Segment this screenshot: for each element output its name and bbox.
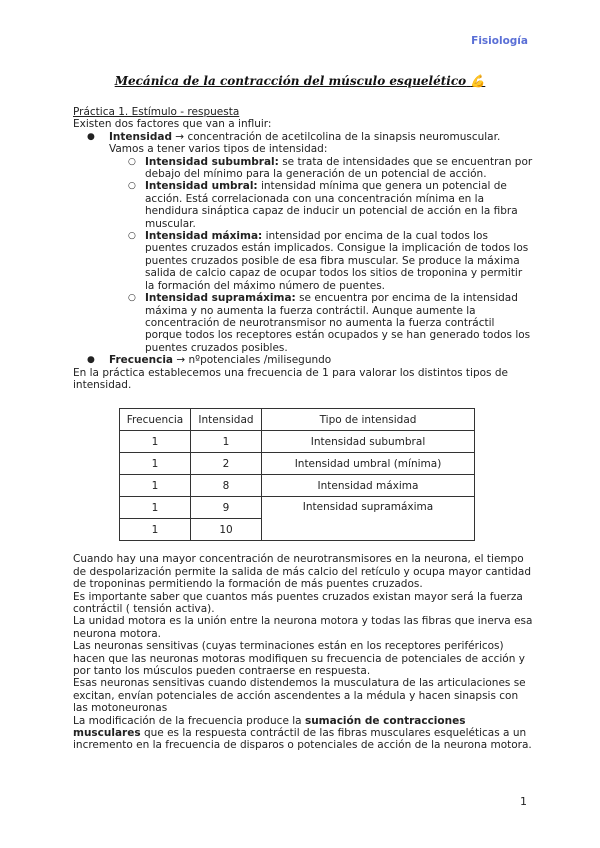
bullet-icon: ○ bbox=[128, 181, 136, 192]
paragraph: Es importante saber que cuantos más puentes cruzados existan mayor será la fuerza contráctil ( tensión activa). bbox=[73, 590, 523, 615]
bold-term: sumación de contracciones musculares bbox=[73, 714, 466, 740]
bullet-icon: ○ bbox=[128, 156, 136, 167]
table-header: Tipo de intensidad bbox=[262, 409, 475, 431]
page-title: Mecánica de la contracción del músculo esquelético 💪 bbox=[114, 74, 486, 88]
table-header: Intensidad bbox=[191, 409, 262, 431]
table-cell: Intensidad supramáxima bbox=[262, 497, 475, 541]
list-item bbox=[73, 180, 533, 230]
paragraph: Cuando hay una mayor concentración de neurotransmisores en la neurona, el tiempo de despolarización permite la salida de más calcio del retículo y ocupa mayor cantidad de troponinas permitiendo la formación de más puentes cruzados. bbox=[73, 553, 532, 591]
table-row bbox=[120, 453, 475, 475]
factor-label: Intensidad bbox=[109, 130, 172, 143]
type-label: Intensidad supramáxima: bbox=[145, 292, 296, 305]
factor-label: Frecuencia bbox=[109, 354, 174, 367]
type-label: Intensidad máxima: bbox=[145, 230, 263, 243]
type-label: Intensidad subumbral: bbox=[145, 155, 279, 168]
table-cell: 8 bbox=[191, 475, 262, 497]
paragraph: La unidad motora es la unión entre la neurona motora y todas las fibras que inerva esa neurona motora. bbox=[73, 615, 533, 640]
flexed-biceps-icon: 💪 bbox=[470, 74, 486, 88]
intensity-table-wrapper bbox=[119, 408, 533, 541]
list-item bbox=[73, 131, 533, 354]
table-cell: 1 bbox=[120, 475, 191, 497]
table-cell: 1 bbox=[191, 431, 262, 453]
type-text: se trata de intensidades que se encuentran por debajo del mínimo para la generación de un potencial de acción. bbox=[145, 155, 533, 181]
table-cell: 10 bbox=[191, 519, 262, 541]
list-item bbox=[73, 354, 533, 366]
paragraph: Esas neuronas sensitivas cuando distendemos la musculatura de las articulaciones se excitan, envían potenciales de acción ascendentes a la médula y hacen sinapsis con las motoneuronas bbox=[73, 677, 526, 715]
document-body bbox=[73, 106, 533, 752]
bullet-icon: ● bbox=[87, 355, 95, 366]
list-item bbox=[73, 156, 533, 181]
list-item bbox=[73, 230, 533, 292]
factor-text: → concentración de acetilcolina de la sinapsis neuromuscular. Vamos a tener varios tipos de intensidad: bbox=[109, 130, 501, 156]
bullet-icon: ● bbox=[87, 131, 95, 142]
bullet-icon: ○ bbox=[128, 231, 136, 242]
table-row bbox=[120, 431, 475, 453]
type-label: Intensidad umbral: bbox=[145, 180, 258, 193]
intensity-types-list bbox=[109, 156, 533, 355]
table-row bbox=[120, 475, 475, 497]
table-cell: 2 bbox=[191, 453, 262, 475]
table-cell: 1 bbox=[120, 497, 191, 519]
table-header-row bbox=[120, 409, 475, 431]
type-text: intensidad mínima que genera un potencial de acción. Está correlacionada con una concentración mínima en la hendidura sináptica capaz de inducir un potencial de acción en la fibra muscular. bbox=[145, 180, 518, 230]
header-subject: Fisiología bbox=[471, 35, 528, 47]
table-header: Frecuencia bbox=[120, 409, 191, 431]
type-text: intensidad por encima de la cual todos los puentes cruzados están implicados. Consigue la implicación de todos los puentes cruzados posible de esa fibra muscular. Se produce la máxima salida de calcio capaz de ocupar todos los sitios de troponina y permitir la formación del máximo número de puentes. bbox=[145, 230, 529, 292]
table-cell: Intensidad umbral (mínima) bbox=[262, 453, 475, 475]
page-number: 1 bbox=[520, 795, 527, 808]
intro-text: Existen dos factores que van a influir: bbox=[73, 118, 272, 131]
intensity-table bbox=[119, 408, 475, 541]
table-cell: Intensidad subumbral bbox=[262, 431, 475, 453]
table-cell: 1 bbox=[120, 453, 191, 475]
type-text: se encuentra por encima de la intensidad máxima y no aumenta la fuerza contráctil. Aunque aumente la concentración de neurotransmisor no aumenta la fuerza contráctil porque todos los receptores están ocupados y se han generado todos los puentes cruzados posibles. bbox=[145, 292, 531, 354]
paragraph: La modificación de la frecuencia produce la sumación de contracciones musculares que es la respuesta contráctil de las fibras musculares esqueléticas a un incremento en la frecuencia de disparos o potenciales de acción de la neurona motora. bbox=[73, 714, 532, 752]
factor-text: → nºpotenciales /milisegundo bbox=[173, 354, 332, 367]
table-cell: 1 bbox=[120, 431, 191, 453]
table-cell: 9 bbox=[191, 497, 262, 519]
factors-list bbox=[73, 131, 533, 367]
list-item bbox=[73, 292, 533, 354]
bullet-icon: ○ bbox=[128, 293, 136, 304]
table-cell: Intensidad máxima bbox=[262, 475, 475, 497]
table-cell: 1 bbox=[120, 519, 191, 541]
table-row bbox=[120, 497, 475, 519]
paragraph: Las neuronas sensitivas (cuyas terminaciones están en los receptores periféricos) hacen que las neuronas motoras modifiquen su frecuencia de potenciales de acción y por tanto los músculos pueden contraerse en respuesta. bbox=[73, 640, 525, 677]
explanation-section bbox=[73, 553, 533, 752]
section-heading: Práctica 1. Estímulo - respuesta bbox=[73, 106, 240, 118]
practice-text: En la práctica establecemos una frecuencia de 1 para valorar los distintos tipos de intensidad. bbox=[73, 366, 508, 391]
